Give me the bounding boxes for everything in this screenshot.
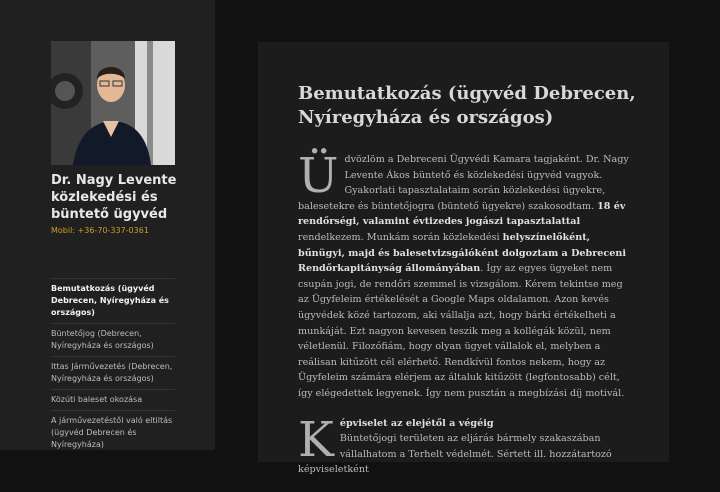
- portrait-image: [51, 41, 175, 165]
- menu-item-buntetojog[interactable]: Büntetőjog (Debrecen, Nyíregyháza és országos): [51, 323, 175, 356]
- representation-paragraph: [298, 411, 632, 478]
- sidebar: [0, 0, 215, 450]
- page-title: Bemutatkozás (ügyvéd Debrecen, Nyíregyháza és országos): [298, 83, 636, 128]
- intro-paragraph: [298, 148, 632, 402]
- intro-bold-experience: 18 év rendőrségi, valamint évtizedes jogászi tapasztalattal: [298, 200, 626, 228]
- intro-text-e: . Így az egyes ügyeket nem csupán jogi, de rendőri szemmel is vizsgálom. Kérem tekintse meg az Ügyfeleim értékelését a Google Maps oldalamon. Azon kevés ügyvédek közé tartozom, aki vállalja azt, hogy bárki értékelheti a munkáját. Ezt nagyon kevesen teszik meg a kollégák közül, nem véletlenül. Filozófiám, hogy olyan ügyet vállalok el, melyben a reálisan kitűzött cél elérhető. Rendkívül fontos nekem, hogy az Ügyfeleim számára elérjem az általuk kitűzött (legfontosabb) célt, így elégedettek legyenek. Így nem pusztán a megbízási díj motivál.: [298, 263, 625, 399]
- representation-heading: épviselet az elejétől a végéig: [339, 417, 494, 429]
- intro-text-a: dvözlöm a Debreceni Ügyvédi Kamara tagjaként. Dr. Nagy Levente Ákos büntető és közlekedési ügyvéd vagyok. Gyakorlati tapasztalataim során közlekedési ügyekre, balesetekre és büntetőjogra (büntető ügyekre) szakosodtam.: [298, 154, 629, 212]
- dropcap-k: K: [298, 411, 334, 468]
- menu-item-ittas-jarmuvezetes[interactable]: Ittas Járművezetés (Debrecen, Nyíregyháza és országos): [51, 356, 175, 389]
- site-title[interactable]: Dr. Nagy Levente közlekedési és büntető ügyvéd: [51, 173, 177, 222]
- sidebar-menu: [51, 278, 175, 455]
- menu-item-eltiltas[interactable]: A járművezetéstől való eltiltás (ügyvéd Debrecen és Nyíregyháza): [51, 410, 175, 455]
- intro-bold-role: helyszínelőként, bűnügyi, majd és balesetvizsgálóként dolgoztam a Debreceni Rendőrkapitányság állományában: [298, 231, 626, 275]
- article-body: [298, 148, 632, 492]
- profile-photo[interactable]: [51, 41, 175, 165]
- representation-text: Büntetőjogi területen az eljárás bármely szakaszában vállalhatom a Terhelt védelmét. Sértett ill. hozzátartozó képviseletként: [298, 433, 612, 476]
- dropcap-u: Ü: [298, 148, 339, 204]
- mobile-phone-link[interactable]: Mobil: +36-70-337-0361: [51, 226, 149, 235]
- menu-item-kozuti-baleset[interactable]: Közúti baleset okozása: [51, 389, 175, 410]
- menu-item-bemutatkozas[interactable]: Bemutatkozás (ügyvéd Debrecen, Nyíregyháza és országos): [51, 278, 175, 323]
- intro-text-c: rendelkezem. Munkám során közlekedési: [298, 231, 503, 243]
- article-card: [258, 42, 669, 476]
